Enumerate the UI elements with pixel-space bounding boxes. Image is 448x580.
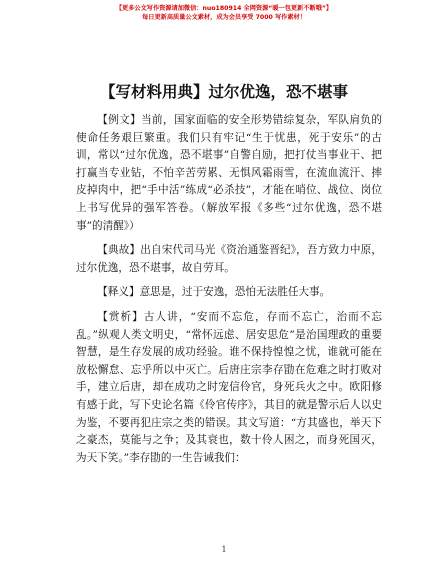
article-title: 【写材料用典】过尔优逸，恐不堪事 bbox=[99, 83, 348, 101]
paragraph-analysis bbox=[76, 309, 382, 467]
paragraph-text: 当前，国家面临的安全形势错综复杂，军队肩负的使命任务艰巨繁重。我们只有牢记“生于忧患，死于安乐”的古训，常以“过尔优逸，恐不堪事”自警自励，把打仗当事业干、把打赢当专业钻，不怕辛苦劳累、无惧风霜雨雪，在流血流汗、摔皮掉肉中，把“手中活”练成“必杀技”，才能在哨位、战位、岗位上书写优异的强军答卷。（解放军报《多些“过尔优逸，恐不堪事”的清醒》） bbox=[76, 114, 382, 232]
paragraph-text: 出自宋代司马光《资治通鉴晋纪》，吾方致力中原，过尔优逸，恐不堪事，故自劳耳。 bbox=[76, 244, 383, 274]
page-number: 1 bbox=[221, 545, 227, 554]
article-body bbox=[76, 112, 382, 474]
paragraph-tag: 【典故】 bbox=[97, 244, 141, 257]
paragraph-tag: 【赏析】 bbox=[97, 310, 144, 323]
paragraph-tag: 【例文】 bbox=[97, 114, 142, 126]
paragraph-tag: 【释义】 bbox=[97, 286, 140, 299]
promo-line-2: 每日更新高质量公文素材，成为会员享受 7000 写作素材！ bbox=[142, 14, 306, 21]
paragraph-text: 古人讲，“安而不忘危，存而不忘亡，治而不忘乱。”纵观人类文明史，“常怀远虑、居安思危”是治国理政的重要智慧，是生存发展的成功经验。谁不保持惶惶之忧，谁就可能在放松懈怠、忘乎所以中灭亡。后唐庄宗李存勖在危难之时打败对手，建立后唐，却在成功之时宠信伶官，身死兵火之中。欧阳修有感于此，写下史论名篇《伶官传序》，其目的就是警示后人以史为鉴，不要再犯庄宗之类的错误。其文写道：“方其盛也，举天下之豪杰，莫能与之争；及其衰也，数十伶人困之，而身死国灭，为天下笑。”李存勖的一生告诫我们： bbox=[76, 310, 383, 464]
paragraph-meaning bbox=[76, 284, 382, 302]
paragraph-example bbox=[76, 112, 382, 235]
promo-line-1: 【更多公文写作资源请加微信：nuo180914 全网资源“暖一包更新不断哦”】 bbox=[115, 5, 333, 12]
paragraph-allusion bbox=[76, 242, 382, 277]
promo-banner bbox=[0, 4, 448, 22]
paragraph-text: 意思是，过于安逸，恐怕无法胜任大事。 bbox=[139, 286, 331, 299]
